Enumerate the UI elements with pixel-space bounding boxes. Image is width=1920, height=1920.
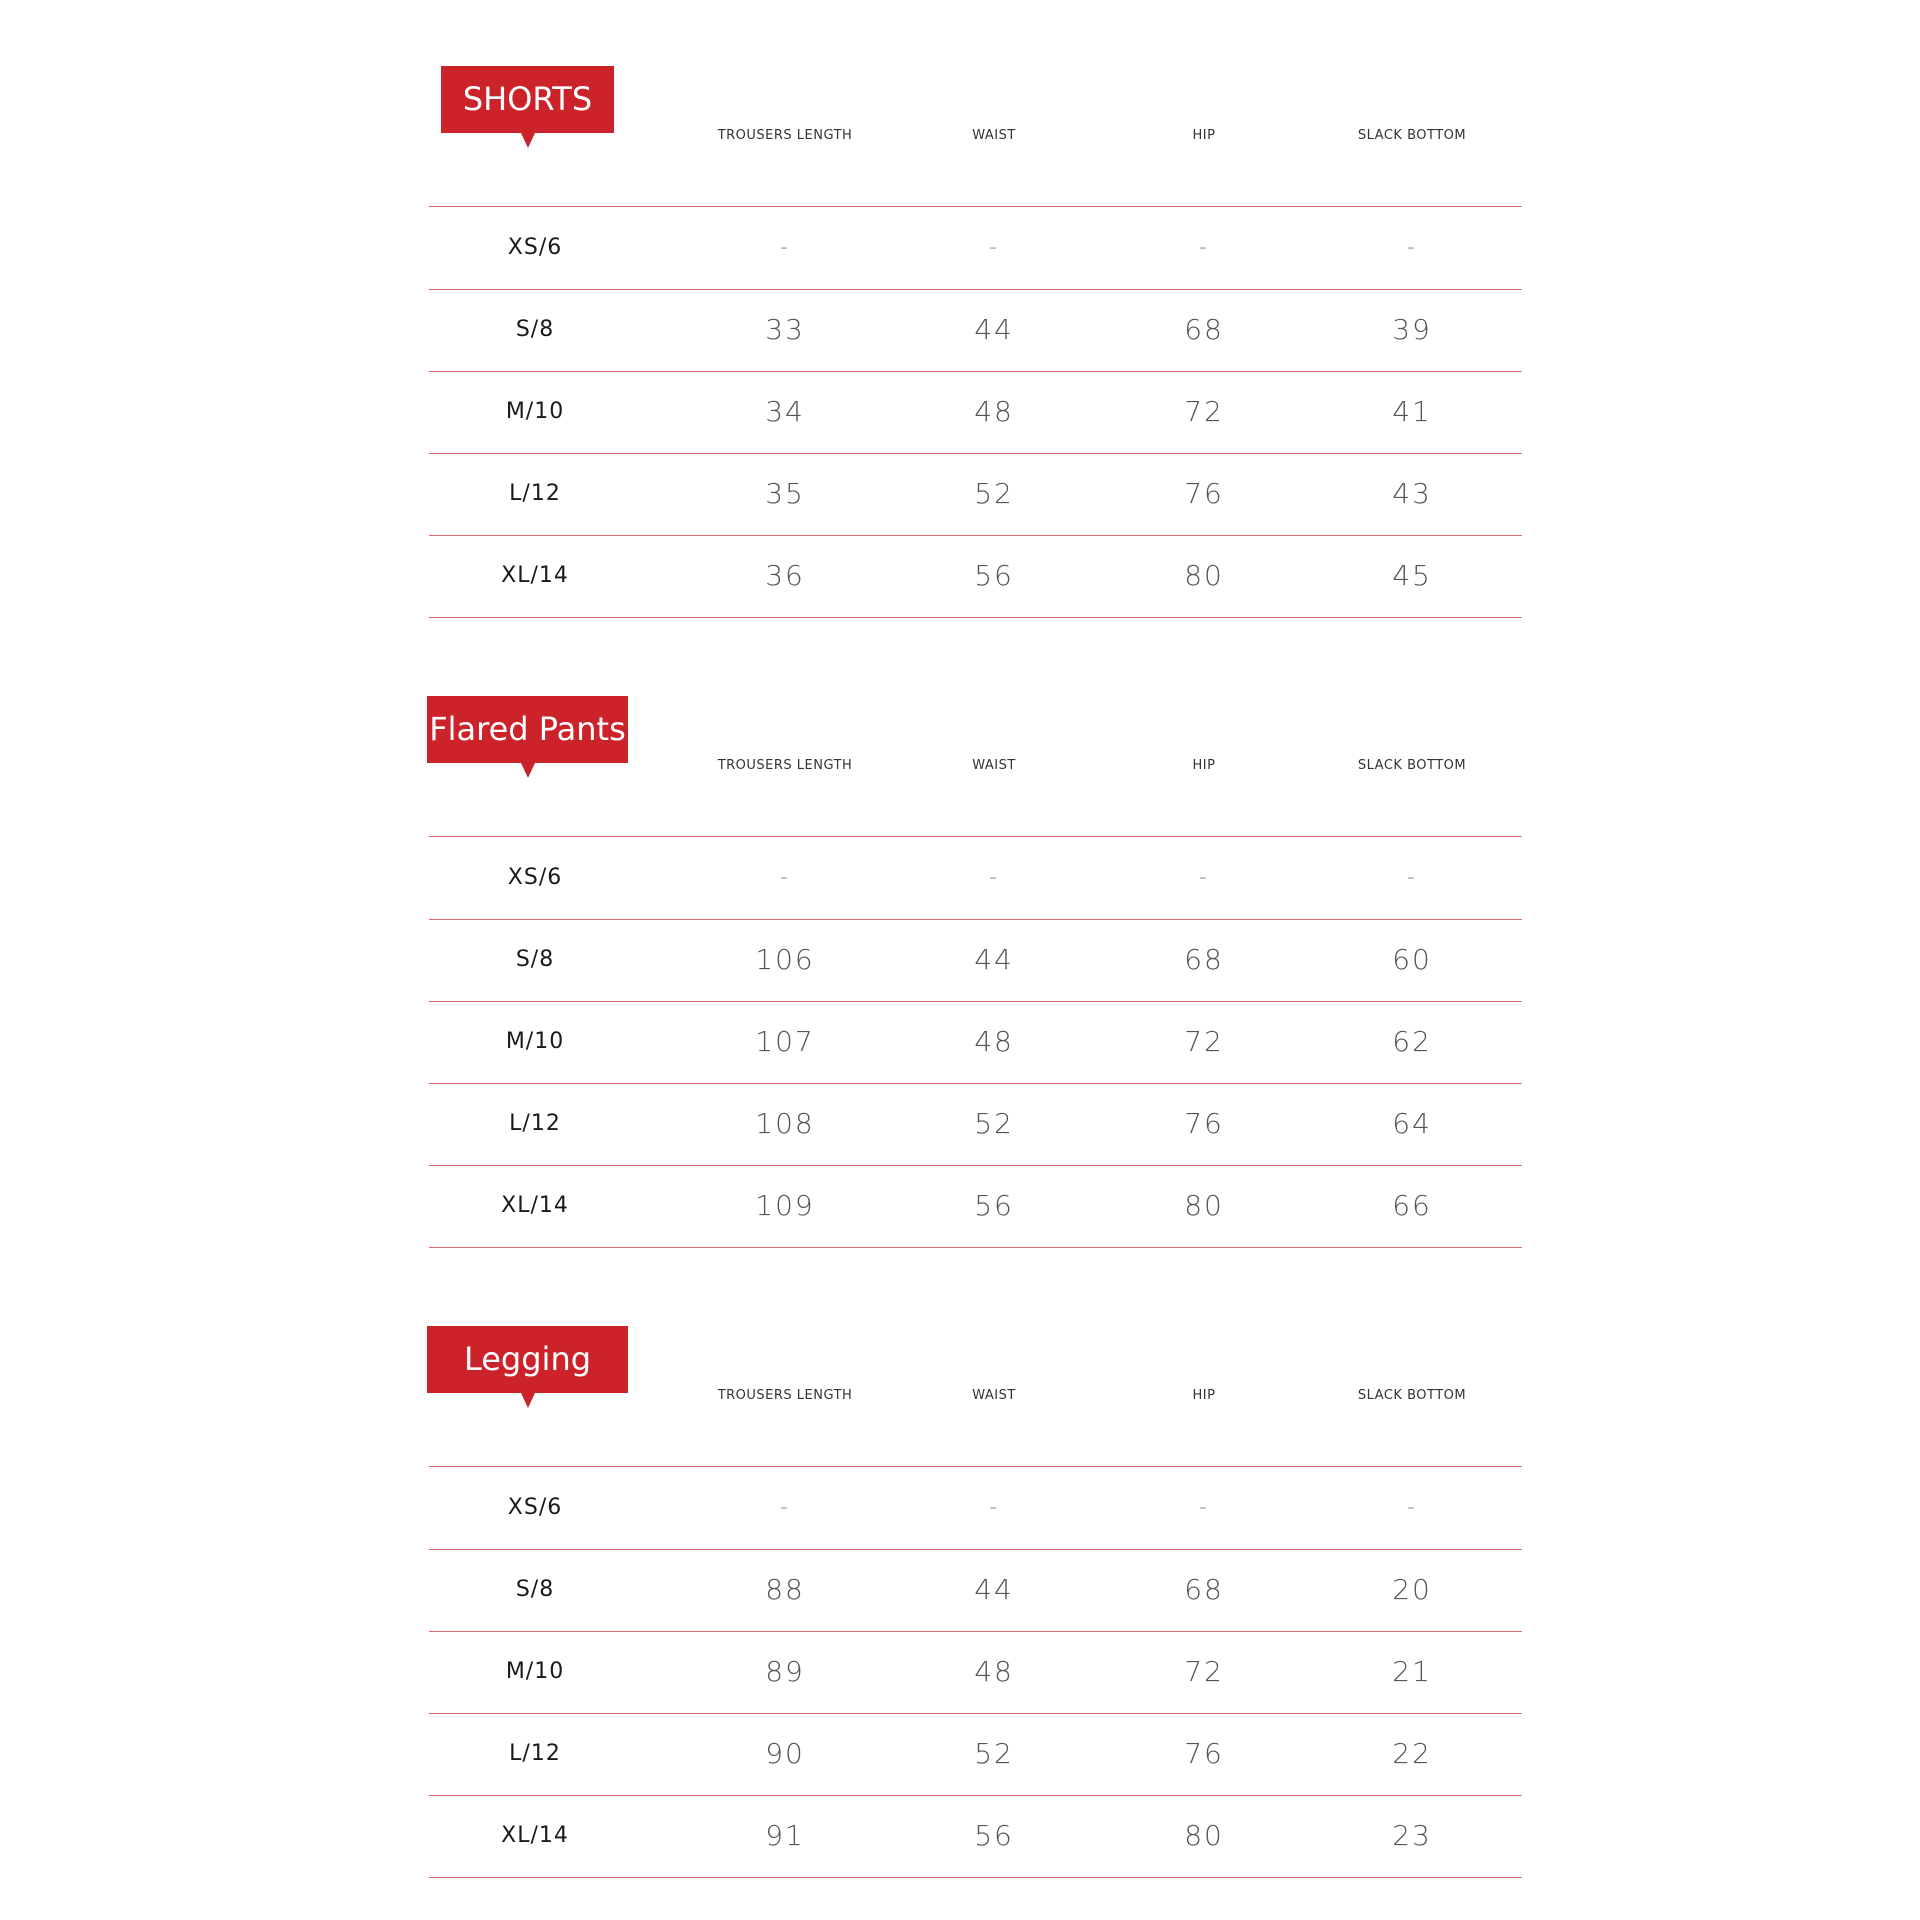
- table-row: XS/6 - - - -: [429, 837, 1522, 920]
- table-row: L/12 35 52 76 43: [429, 453, 1522, 536]
- table-row: L/12 90 52 76 22: [429, 1713, 1522, 1796]
- section-tag: Flared Pants: [427, 696, 628, 763]
- table-row: XL/14 91 56 80 23: [429, 1795, 1522, 1878]
- table-row: M/10 34 48 72 41: [429, 371, 1522, 454]
- table-row: S/8 33 44 68 39: [429, 289, 1522, 372]
- table-row: XS/6 - - - -: [429, 207, 1522, 290]
- column-header-hip: HIP: [1192, 758, 1216, 773]
- column-header-waist: WAIST: [972, 758, 1016, 773]
- column-header-hip: HIP: [1192, 1388, 1216, 1403]
- table-row: S/8 88 44 68 20: [429, 1549, 1522, 1632]
- size-table-flared-pants: [0, 680, 1920, 1280]
- table-row: L/12 108 52 76 64: [429, 1083, 1522, 1166]
- column-header-trousers-length: TROUSERS LENGTH: [717, 1388, 853, 1403]
- column-header-waist: WAIST: [972, 128, 1016, 143]
- column-header-slack-bottom: SLACK BOTTOM: [1357, 1388, 1467, 1403]
- size-table-legging: [0, 1310, 1920, 1910]
- table-row: M/10 107 48 72 62: [429, 1001, 1522, 1084]
- column-header-hip: HIP: [1192, 128, 1216, 143]
- size-table-shorts: [0, 50, 1920, 650]
- section-tag: SHORTS: [441, 66, 614, 133]
- column-header-waist: WAIST: [972, 1388, 1016, 1403]
- column-header-trousers-length: TROUSERS LENGTH: [717, 758, 853, 773]
- table-row: XL/14 36 56 80 45: [429, 535, 1522, 618]
- table-row: XL/14 109 56 80 66: [429, 1165, 1522, 1248]
- table-row: M/10 89 48 72 21: [429, 1631, 1522, 1714]
- column-header-slack-bottom: SLACK BOTTOM: [1357, 758, 1467, 773]
- table-row: S/8 106 44 68 60: [429, 919, 1522, 1002]
- column-header-trousers-length: TROUSERS LENGTH: [717, 128, 853, 143]
- section-tag: Legging: [427, 1326, 628, 1393]
- column-header-slack-bottom: SLACK BOTTOM: [1357, 128, 1467, 143]
- table-row: XS/6 - - - -: [429, 1467, 1522, 1550]
